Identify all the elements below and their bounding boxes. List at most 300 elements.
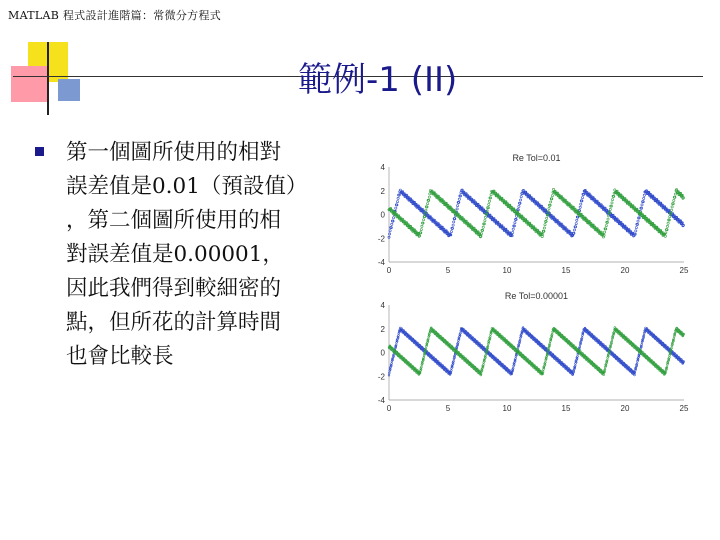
data-point [425, 212, 427, 214]
data-point [465, 358, 467, 360]
data-point [670, 212, 672, 214]
data-point [591, 362, 593, 364]
data-point [474, 341, 476, 343]
data-point [516, 350, 518, 352]
data-point [465, 220, 467, 222]
data-point [648, 357, 650, 359]
data-point [442, 338, 444, 340]
data-point [590, 222, 592, 224]
data-point [479, 372, 481, 374]
data-point [423, 219, 425, 221]
data-point [674, 334, 676, 336]
data-point [480, 347, 482, 349]
data-point [499, 196, 501, 198]
data-point [545, 359, 547, 361]
data-point [624, 366, 626, 368]
data-point [450, 347, 452, 349]
data-point [404, 332, 406, 334]
data-point [551, 336, 553, 338]
data-point [410, 363, 412, 365]
data-point [657, 366, 659, 368]
data-point [399, 331, 401, 333]
data-point [391, 223, 393, 225]
data-point [407, 363, 409, 365]
data-point [552, 330, 554, 332]
data-point [573, 347, 575, 349]
data-point [493, 358, 495, 360]
data-point [492, 356, 494, 358]
data-point [510, 373, 512, 375]
data-point [458, 339, 460, 341]
data-point [629, 343, 631, 345]
data-point [451, 227, 453, 229]
data-point [504, 338, 506, 340]
data-point [457, 205, 459, 207]
data-point [671, 350, 673, 352]
data-point [594, 201, 596, 203]
data-point [420, 370, 422, 372]
data-point [551, 355, 553, 357]
data-point [543, 346, 545, 348]
data-point [523, 356, 525, 358]
data-point [480, 208, 482, 210]
data-point [401, 330, 403, 332]
data-point [463, 328, 465, 330]
data-point [660, 368, 662, 370]
data-point [622, 223, 624, 225]
data-point [599, 342, 601, 344]
data-point [585, 331, 587, 333]
data-point [392, 350, 394, 352]
data-point [647, 330, 649, 332]
data-point [646, 355, 648, 357]
data-point [401, 358, 403, 360]
data-point [542, 345, 544, 347]
data-point [583, 329, 585, 331]
data-point [646, 328, 648, 330]
data-point [395, 213, 397, 215]
data-point [465, 193, 467, 195]
data-point [635, 230, 637, 232]
data-point [601, 344, 603, 346]
data-point [632, 344, 634, 346]
data-point [583, 218, 585, 220]
data-point [466, 359, 468, 361]
data-point [420, 229, 422, 231]
data-point [428, 355, 430, 357]
data-point [604, 208, 606, 210]
data-point [557, 195, 559, 197]
data-point [639, 212, 641, 214]
data-point [416, 343, 418, 345]
data-point [491, 190, 493, 192]
data-point [591, 197, 593, 199]
data-point [392, 220, 394, 222]
data-point [434, 222, 436, 224]
data-point [676, 328, 678, 330]
data-point [455, 211, 457, 213]
data-point [670, 349, 672, 351]
data-point [551, 353, 553, 355]
data-point [389, 345, 391, 347]
data-point [515, 349, 517, 351]
data-point [521, 332, 523, 334]
data-point [650, 333, 652, 335]
data-point [533, 228, 535, 230]
data-point [431, 329, 433, 331]
data-point [674, 217, 676, 219]
y-tick-label: 4 [380, 163, 385, 172]
data-point [528, 332, 530, 334]
data-point [541, 236, 543, 238]
data-point [619, 195, 621, 197]
data-point [477, 342, 479, 344]
data-point [587, 358, 589, 360]
data-point [400, 219, 402, 221]
data-point [492, 329, 494, 331]
data-point [417, 205, 419, 207]
data-point [394, 352, 396, 354]
data-point [612, 352, 614, 354]
data-point [479, 345, 481, 347]
data-point [644, 218, 646, 220]
data-point [623, 365, 625, 367]
data-point [598, 368, 600, 370]
data-point [660, 202, 662, 204]
data-point [505, 340, 507, 342]
data-point [618, 332, 620, 334]
data-point [402, 193, 404, 195]
data-point [561, 363, 563, 365]
data-point [489, 336, 491, 338]
data-point [662, 342, 664, 344]
data-point [596, 340, 598, 342]
data-point [423, 357, 425, 359]
data-point [677, 191, 679, 193]
data-point [524, 219, 526, 221]
data-point [473, 341, 475, 343]
data-point [672, 344, 674, 346]
data-point [472, 228, 474, 230]
data-point [634, 209, 636, 211]
data-point [421, 208, 423, 210]
data-point [672, 341, 674, 343]
data-point [632, 371, 634, 373]
data-point [678, 193, 680, 195]
data-point [639, 349, 641, 351]
data-point [454, 352, 456, 354]
data-point [662, 371, 664, 373]
data-point [655, 364, 657, 366]
data-point [425, 350, 427, 352]
data-point [563, 337, 565, 339]
data-point [525, 329, 527, 331]
data-point [489, 338, 491, 340]
data-point [593, 363, 595, 365]
data-point [525, 330, 527, 332]
data-point [581, 216, 583, 218]
data-point [459, 215, 461, 217]
data-point [671, 213, 673, 215]
data-point [607, 351, 609, 353]
data-point [611, 338, 613, 340]
data-point [476, 369, 478, 371]
data-point [594, 364, 596, 366]
data-point [653, 337, 655, 339]
data-point [527, 331, 529, 333]
data-point [635, 366, 637, 368]
data-point [434, 360, 436, 362]
data-point [630, 371, 632, 373]
data-point [636, 223, 638, 225]
data-point [526, 360, 528, 362]
data-point [439, 364, 441, 366]
data-point [524, 219, 526, 221]
data-point [430, 218, 432, 220]
data-point [397, 336, 399, 338]
x-tick-label: 15 [561, 266, 571, 275]
data-point [652, 361, 654, 363]
data-point [643, 355, 645, 357]
data-point [464, 359, 466, 361]
data-point [636, 208, 638, 210]
data-point [516, 212, 518, 214]
data-point [614, 355, 616, 357]
data-point [501, 197, 503, 199]
data-point [416, 371, 418, 373]
data-point [611, 343, 613, 345]
data-point [671, 347, 673, 349]
data-point [667, 210, 669, 212]
data-point [628, 369, 630, 371]
data-point [553, 358, 555, 360]
data-point [677, 331, 679, 333]
data-point [412, 366, 414, 368]
data-point [488, 203, 490, 205]
data-point [427, 342, 429, 344]
data-point [602, 345, 604, 347]
data-point [576, 358, 578, 360]
data-point [389, 233, 391, 235]
data-point [615, 191, 617, 193]
data-point [512, 228, 514, 230]
data-point [565, 368, 567, 370]
data-point [485, 213, 487, 215]
data-point [547, 214, 549, 216]
data-point [592, 224, 594, 226]
data-point [597, 202, 599, 204]
data-point [682, 333, 684, 335]
data-point [508, 233, 510, 235]
data-point [476, 204, 478, 206]
data-point [434, 333, 436, 335]
data-point [556, 360, 558, 362]
data-point [601, 206, 603, 208]
data-point [562, 225, 564, 227]
data-point [406, 333, 408, 335]
data-point [483, 348, 485, 350]
data-point [490, 194, 492, 196]
y-tick-label: -2 [377, 372, 385, 382]
data-point [457, 343, 459, 345]
data-point [641, 204, 643, 206]
data-point [465, 358, 467, 360]
data-point [654, 338, 656, 340]
data-point [617, 221, 619, 223]
data-point [590, 195, 592, 197]
data-point [651, 195, 653, 197]
data-point [412, 230, 414, 232]
data-point [554, 190, 556, 192]
data-point [554, 357, 556, 359]
data-point [499, 226, 501, 228]
data-point [420, 232, 422, 234]
data-point [588, 333, 590, 335]
data-point [443, 367, 445, 369]
data-point [591, 334, 593, 336]
data-point [433, 331, 435, 333]
data-point [399, 191, 401, 193]
data-point [621, 363, 623, 365]
data-point [505, 367, 507, 369]
data-point [446, 343, 448, 345]
data-point [603, 208, 605, 210]
data-point [595, 201, 597, 203]
data-point [567, 367, 569, 369]
data-point [498, 334, 500, 336]
data-point [405, 332, 407, 334]
data-point [655, 336, 657, 338]
data-point [394, 214, 396, 216]
data-point [458, 215, 460, 217]
data-point [407, 335, 409, 337]
data-point [412, 366, 414, 368]
data-point [527, 196, 529, 198]
data-point [649, 194, 651, 196]
data-point [430, 354, 432, 356]
data-point [677, 191, 679, 193]
data-point [413, 340, 415, 342]
data-point [577, 349, 579, 351]
data-point [606, 350, 608, 352]
data-point [524, 331, 526, 333]
data-point [605, 225, 607, 227]
data-point [632, 207, 634, 209]
data-point [611, 215, 613, 217]
data-point [400, 191, 402, 193]
data-point [437, 361, 439, 363]
data-point [447, 370, 449, 372]
data-point [474, 366, 476, 368]
data-point [638, 213, 640, 215]
data-point [573, 209, 575, 211]
data-point [640, 347, 642, 349]
data-point [475, 341, 477, 343]
data-point [509, 371, 511, 373]
data-point [661, 342, 663, 344]
data-point [545, 220, 547, 222]
data-point [648, 358, 650, 360]
data-point [479, 208, 481, 210]
data-point [608, 352, 610, 354]
data-point [669, 211, 671, 213]
data-point [679, 330, 681, 332]
data-point [421, 364, 423, 366]
data-point [418, 373, 420, 375]
data-point [649, 333, 651, 335]
data-point [610, 351, 612, 353]
data-point [627, 340, 629, 342]
data-point [634, 370, 636, 372]
data-point [453, 218, 455, 220]
data-point [623, 226, 625, 228]
data-point [581, 338, 583, 340]
data-point [475, 370, 477, 372]
data-point [463, 358, 465, 360]
data-point [661, 232, 663, 234]
data-point [535, 338, 537, 340]
data-point [556, 192, 558, 194]
data-point [638, 355, 640, 357]
data-point [569, 342, 571, 344]
data-point [664, 372, 666, 374]
data-point [543, 367, 545, 369]
data-point [392, 212, 394, 214]
data-point [498, 333, 500, 335]
data-point [588, 332, 590, 334]
data-point [637, 359, 639, 361]
data-point [462, 358, 464, 360]
data-point [469, 334, 471, 336]
data-point [673, 215, 675, 217]
data-point [415, 204, 417, 206]
data-point [496, 194, 498, 196]
data-point [611, 353, 613, 355]
data-point [440, 338, 442, 340]
data-point [434, 332, 436, 334]
data-point [550, 198, 552, 200]
data-point [447, 232, 449, 234]
data-point [396, 215, 398, 217]
data-point [450, 234, 452, 236]
data-point [404, 223, 406, 225]
data-point [424, 353, 426, 355]
data-point [656, 339, 658, 341]
data-point [541, 343, 543, 345]
data-point [599, 204, 601, 206]
data-point [567, 369, 569, 371]
data-point [460, 355, 462, 357]
data-point [638, 354, 640, 356]
data-point [472, 201, 474, 203]
data-point [556, 332, 558, 334]
data-point [549, 353, 551, 355]
data-point [642, 214, 644, 216]
data-point [492, 190, 494, 192]
data-point [585, 219, 587, 221]
data-point [529, 333, 531, 335]
data-point [662, 207, 664, 209]
data-point [399, 217, 401, 219]
data-point [572, 345, 574, 347]
data-point [551, 335, 553, 337]
data-point [659, 367, 661, 369]
data-point [439, 337, 441, 339]
data-point [437, 223, 439, 225]
data-point [601, 206, 603, 208]
data-point [599, 368, 601, 370]
data-point [613, 217, 615, 219]
